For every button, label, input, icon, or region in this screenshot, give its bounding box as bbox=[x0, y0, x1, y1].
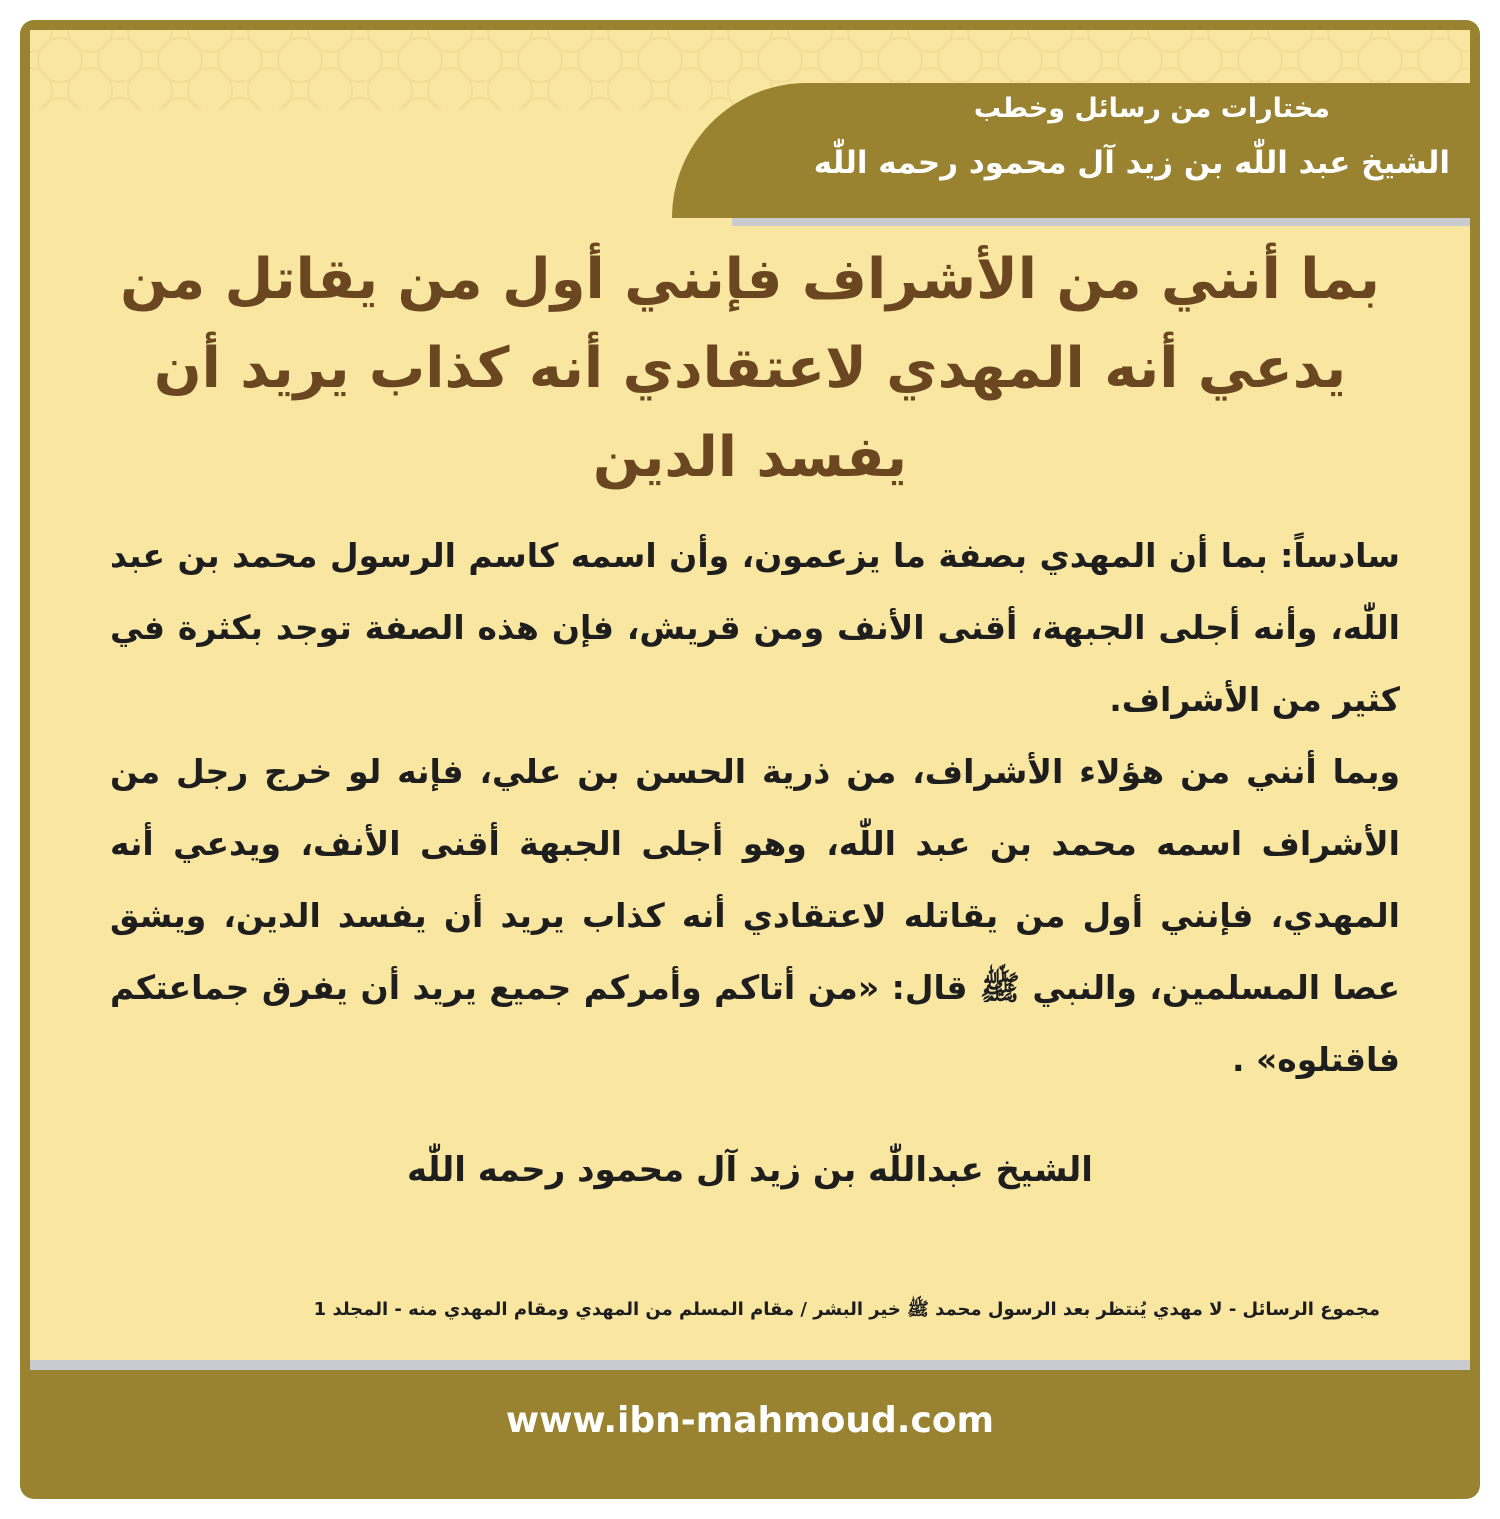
body-paragraph-1: سادساً: بما أن المهدي بصفة ما يزعمون، وأن اسمه كاسم الرسول محمد بن عبد اللّٰه، وأنه أجلى الجبهة، أقنى الأنف ومن قريش، فإن هذه الصفة توجد بكثرة في كثير من الأشراف. bbox=[110, 536, 1400, 719]
signature: الشيخ عبداللّٰه بن زيد آل محمود رحمه اللّٰه bbox=[407, 1150, 1093, 1190]
header-author-name: الشيخ عبد اللّٰه بن زيد آل محمود رحمه اللّٰه bbox=[813, 145, 1450, 181]
header-series-title: مختارات من رسائل وخطب bbox=[973, 93, 1330, 124]
page-title: بما أنني من الأشراف فإنني أول من يقاتل من يدعي أنه المهدي لاعتقادي أنه كذاب يريد أن يفسد الدين bbox=[120, 247, 1380, 490]
source-citation: مجموع الرسائل - لا مهدي يُنتظر بعد الرسول محمد ﷺ خير البشر / مقام المسلم من المهدي ومقام المهدي منه - المجلد 1 bbox=[313, 1299, 1380, 1320]
body-paragraph-2: وبما أنني من هؤلاء الأشراف، من ذرية الحسن بن علي، فإنه لو خرج رجل من الأشراف اسمه محمد بن عبد اللّٰه، وهو أجلى الجبهة أقنى الأنف، ويدعي أنه المهدي، فإنني أول من يقاتله لاعتقادي أنه كذاب يريد أن يفسد الدين، ويشق عصا المسلمين، والنبي ﷺ قال: «من أتاكم وأمركم جميع يريد أن يفرق جماعتكم فاقتلوه» . bbox=[110, 752, 1400, 1079]
header-band bbox=[672, 83, 1470, 218]
footer-website-link[interactable]: www.ibn-mahmoud.com bbox=[505, 1400, 995, 1441]
divider-strip bbox=[30, 1360, 1470, 1370]
content-panel bbox=[30, 30, 1470, 1370]
body-text bbox=[110, 520, 1400, 1100]
